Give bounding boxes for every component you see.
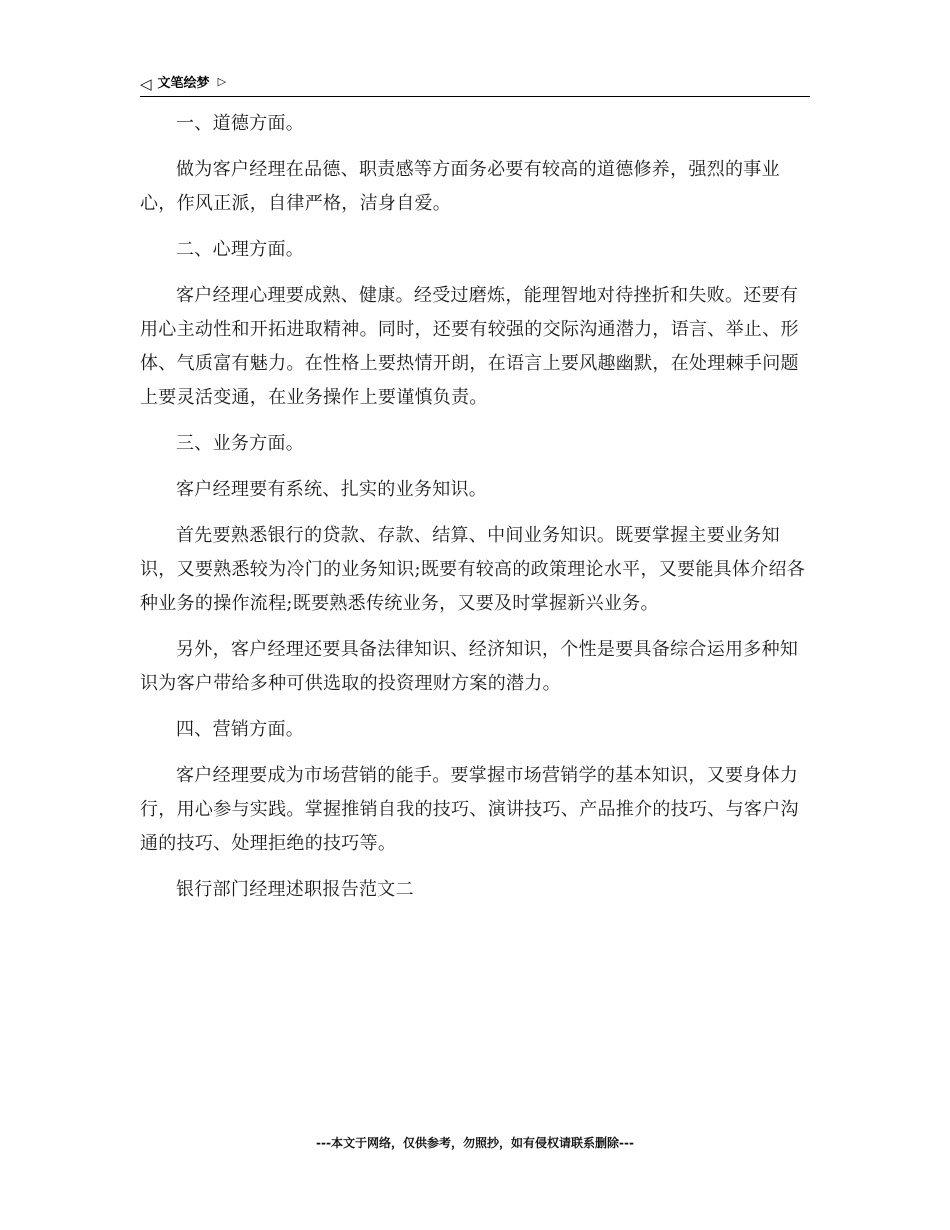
- header-brand: 文笔绘梦: [157, 76, 210, 91]
- left-triangle-icon: ◁: [140, 75, 152, 93]
- paragraph-marketing: 客户经理要成为市场营销的能手。要掌握市场营销学的基本知识，又要身体力行，用心参与实践。掌握推销自我的技巧、演讲技巧、产品推介的技巧、与客户沟通的技巧、处理拒绝的技巧等。: [140, 765, 799, 854]
- footer-disclaimer: ---本文于网络，仅供参考，勿照抄，如有侵权请联系删除---: [316, 1136, 634, 1150]
- section-heading-psychology: 二、心理方面。: [176, 239, 305, 260]
- section-heading-marketing: 四、营销方面。: [176, 719, 305, 740]
- paragraph-business-intro: 客户经理要有系统、扎实的业务知识。: [176, 479, 488, 500]
- next-document-title: 银行部门经理述职报告范文二: [176, 879, 414, 900]
- right-triangle-icon: ▷: [217, 75, 227, 88]
- paragraph-business-extra: 另外，客户经理还要具备法律知识、经济知识，个性是要具备综合运用多种知识为客户带给多种可供选取的投资理财方案的潜力。: [140, 639, 799, 694]
- paragraph-business-detail: 首先要熟悉银行的贷款、存款、结算、中间业务知识。既要掌握主要业务知识，又要熟悉较为冷门的业务知识;既要有较高的政策理论水平，又要能具体介绍各种业务的操作流程;既要熟悉传统业务，又要及时掌握新兴业务。: [140, 525, 806, 614]
- section-heading-morality: 一、道德方面。: [176, 113, 305, 134]
- document-header: [140, 72, 810, 97]
- paragraph-psychology: 客户经理心理要成熟、健康。经受过磨炼，能理智地对待挫折和失败。还要有用心主动性和开拓进取精神。同时，还要有较强的交际沟通潜力，语言、举止、形体、气质富有魅力。在性格上要热情开朗，在语言上要风趣幽默，在处理棘手问题上要灵活变通，在业务操作上要谨慎负责。: [140, 285, 799, 408]
- paragraph-morality: 做为客户经理在品德、职责感等方面务必要有较高的道德修养，强烈的事业心，作风正派，自律严格，洁身自爱。: [140, 159, 780, 214]
- section-heading-business: 三、业务方面。: [176, 433, 305, 454]
- document-body: [140, 107, 812, 907]
